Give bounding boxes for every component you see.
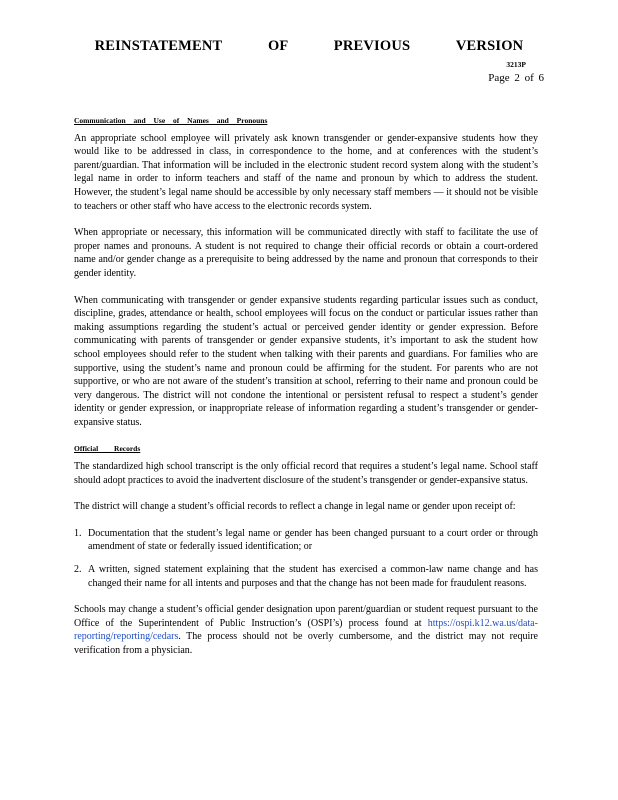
paragraph-text: Schools may change a student’s official gender designation upon parent/guardian or student request pursuant to the Office of the Superintendent of Public Instruction’s (OSPI’s) process found at xyxy=(74,604,538,629)
list-number: 1. xyxy=(74,527,82,539)
paragraph: An appropriate school employee will privately ask known transgender or gender-expansive students how they would like to be addressed in class, in correspondence to the home, and at conferences with the student’s parent/guardian. That information will be included in the electronic student record system along with the student’s legal name in order to inform teachers and staff of the name and pronoun by which to address the student. However, the student’s legal name should be accessible by only necessary staff members — it should not be visible to teachers or other staff who have access to the electronic records system. xyxy=(74,132,538,212)
paragraph: When communicating with transgender or gender expansive students regarding particular issues such as conduct, discipline, grades, attendance or health, school employees will focus on the conduct or particular issues rather than making assumptions regarding the student’s actual or perceived gender identity or gender expression. Before communicating with parents of transgender or gender expansive students, it’s important to ask the student how school employees should refer to the student when talking with their parents and guardians. For families who are supportive, using the student’s name and pronoun could be affirming for the student. For parents who are not supportive, or who are not aware of the student’s transition at school, referring to their name and pronoun could be very dangerous. The district will not condone the intentional or persistent refusal to respect a student’s gender identity or gender expression, or inappropriate release of information regarding a student’s transgender or gender-expansive status. xyxy=(74,294,538,428)
section-heading-records: Official Records xyxy=(74,444,141,454)
page-number: Page 2 of 6 xyxy=(488,72,544,84)
requirements-list xyxy=(74,527,538,590)
ospi-cedars-link[interactable]: https://ospi.k12.wa.us/data-reporting/reporting/cedars xyxy=(74,617,538,643)
document-body xyxy=(74,114,538,671)
paragraph: The standardized high school transcript is the only official record that requires a student’s legal name. School staff should adopt practices to avoid the inadvertent disclosure of the student’s transgender or gender-expansive status. xyxy=(74,461,538,486)
paragraph: The district will change a student’s official records to reflect a change in legal name or gender upon receipt of: xyxy=(74,501,516,513)
paragraph xyxy=(74,603,538,657)
list-number: 2. xyxy=(74,564,82,576)
list-item xyxy=(74,527,538,554)
list-item xyxy=(74,563,538,590)
list-text: Documentation that the student’s legal name or gender has been changed pursuant to a court order or through amendment of state or federally issued identification; or xyxy=(88,527,538,553)
paragraph-text: . The process should not be overly cumbersome, and the district may not require verification from a physician. xyxy=(74,631,538,656)
policy-code: 3213P xyxy=(506,60,526,69)
list-text: A written, signed statement explaining that the student has exercised a common-law name change and has changed their name for all intents and purposes and that the change has not been made for fraudulent reasons. xyxy=(88,564,538,589)
paragraph: When appropriate or necessary, this information will be communicated directly with staff to facilitate the use of proper names and pronouns. A student is not required to change their official records or obtain a court-ordered name and/or gender change as a prerequisite to being addressed by the name and pronoun that corresponds to their gender identity. xyxy=(74,227,538,279)
document-title: REINSTATEMENT OF PREVIOUS VERSION xyxy=(94,38,524,54)
section-heading-communication: Communication and Use of Names and Pronouns xyxy=(74,116,268,125)
